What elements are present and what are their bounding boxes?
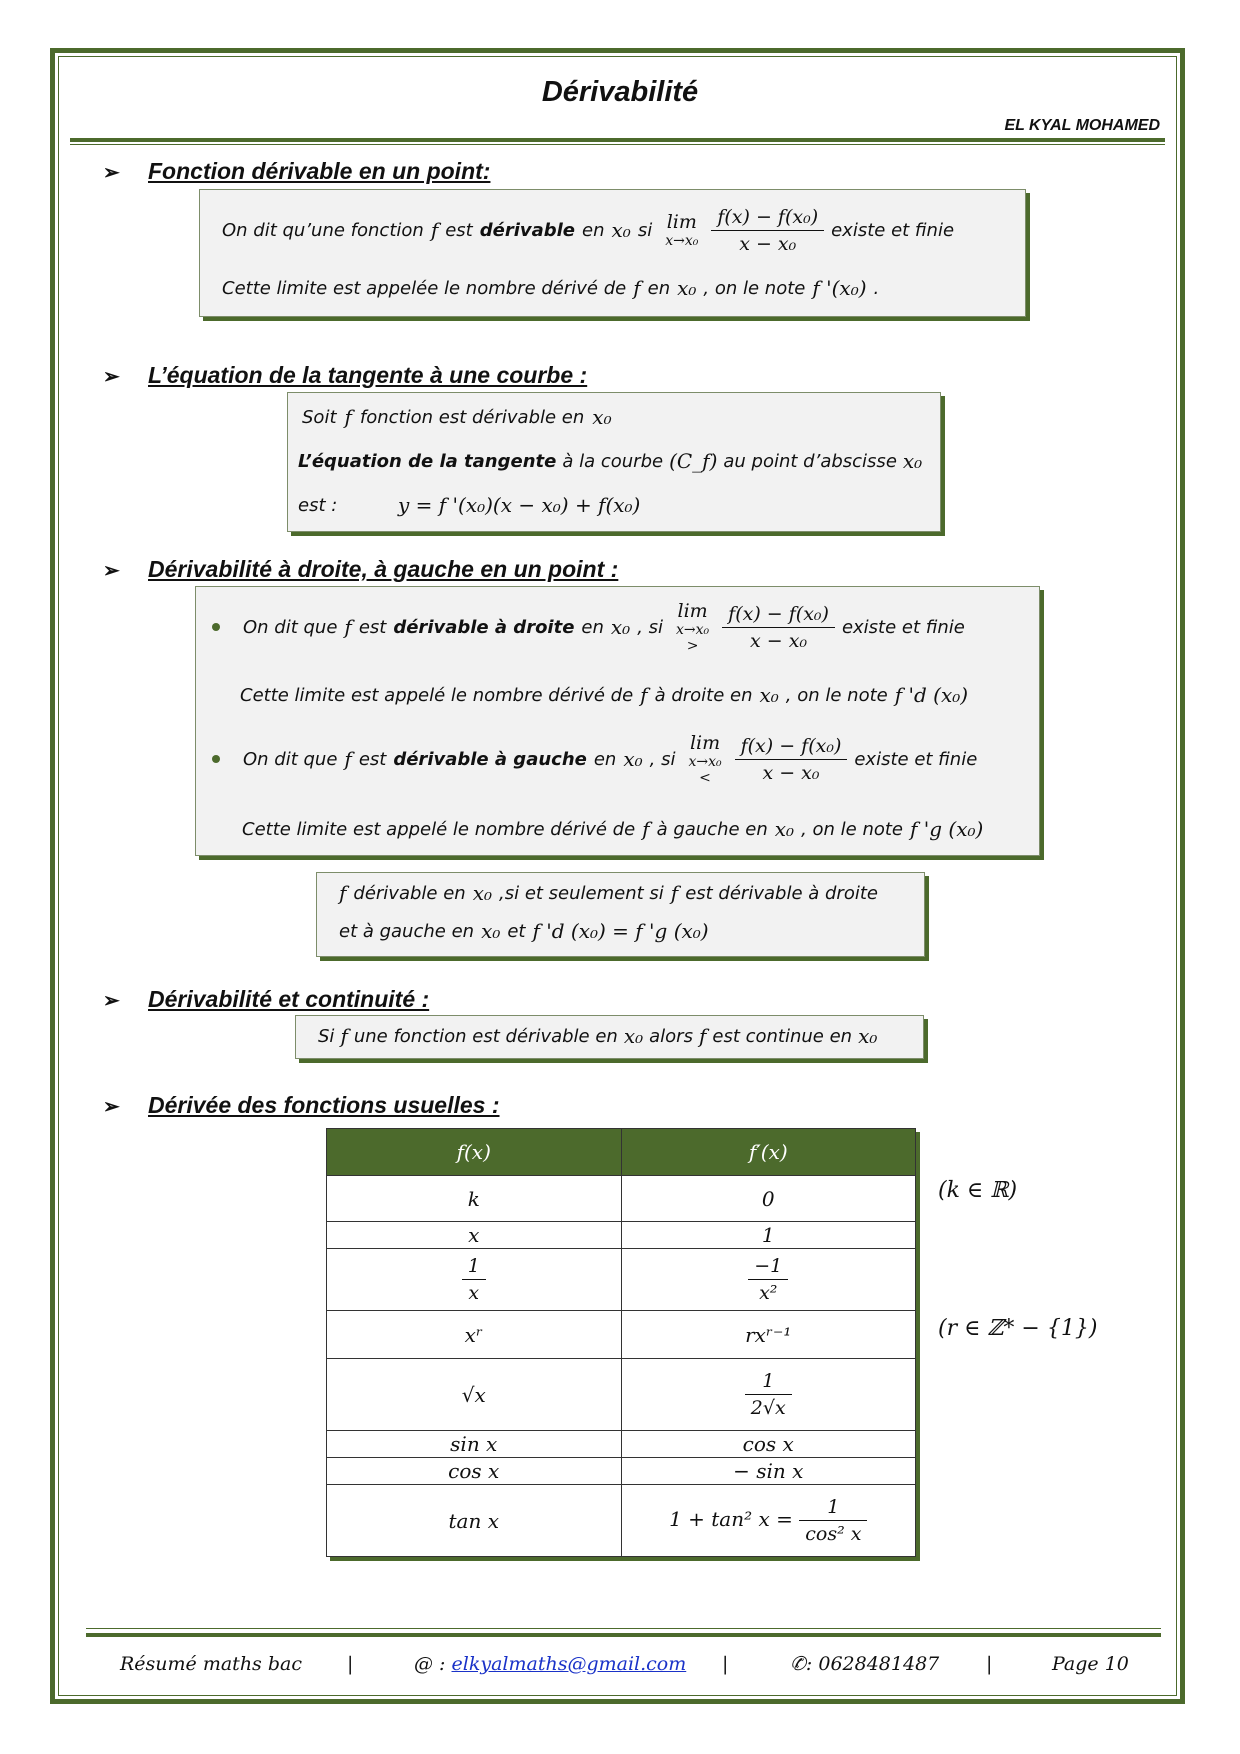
table-header-row — [327, 1129, 916, 1176]
author-name: EL KYAL MOHAMED — [1004, 117, 1160, 134]
limit-operator-right: lim x→x₀ > — [676, 600, 710, 654]
column-header: f′(x) — [621, 1129, 916, 1176]
table-cell: − sin x — [621, 1458, 916, 1485]
table-cell: 1 — [621, 1222, 916, 1249]
footer-separator: | — [986, 1653, 993, 1675]
bullet-dot-icon — [212, 623, 220, 631]
section-heading: ➢ Fonction dérivable en un point: — [103, 158, 491, 184]
footer-title: Résumé maths bac — [120, 1653, 302, 1675]
header-rule — [70, 138, 1165, 142]
footer-separator: | — [347, 1653, 354, 1675]
derivatives-table — [326, 1128, 916, 1557]
email-link[interactable]: elkyalmaths@gmail.com — [451, 1653, 687, 1675]
arrow-bullet-icon: ➢ — [103, 1096, 120, 1118]
table-cell: $\frac{-1}{\text{x²}}$ — [621, 1249, 916, 1311]
section-heading: ➢ L’équation de la tangente à une courbe : — [103, 362, 588, 388]
bullet-dot-icon — [212, 755, 220, 763]
continuity-box: Si f une fonction est dérivable en x₀ alors f est continue en x₀ — [295, 1015, 924, 1059]
table-cell: √x — [327, 1359, 622, 1431]
header-rule-thin — [70, 144, 1165, 145]
table-row — [327, 1176, 916, 1222]
table-cell: 1 + tan² x = $\frac{1}{\text{cos² x}}$ — [621, 1485, 916, 1557]
table-row — [327, 1458, 916, 1485]
arrow-bullet-icon: ➢ — [103, 162, 120, 184]
page-number: Page 10 — [1052, 1653, 1129, 1675]
footer-separator: | — [722, 1653, 729, 1675]
table-row — [327, 1359, 916, 1431]
table-cell: cos x — [621, 1431, 916, 1458]
table-cell: k — [327, 1176, 622, 1222]
table-row — [327, 1485, 916, 1557]
table-cell: sin x — [327, 1431, 622, 1458]
tangent-equation-box: Soit f fonction est dérivable en x₀ L’équation de la tangente à la courbe (C_f) au point d’abscisse x₀ est : y = f '(x₀)(x − x₀) + f(x₀) — [287, 392, 941, 532]
table-row — [327, 1311, 916, 1359]
page-title: Dérivabilité — [541, 76, 699, 108]
arrow-bullet-icon: ➢ — [103, 366, 120, 388]
limit-operator-left: lim x→x₀ < — [688, 732, 722, 786]
one-sided-derivative-box: On dit que f est dérivable à droite en x₀ , si lim x→x₀ > $\frac{\text{f(x) − f(x₀)}}{\text{x − x₀}}$ existe et finie Cette limite est appelé le nombre dérivé de f à droite en x₀ , on le note f 'd (x₀) On dit que f est dérivable à gauche en x₀ , si lim x→x₀ < $\frac{\text{f(x) − f(x₀)}}{\text{x − x₀}}$ existe et finie Cette limite est appelé le nombre dérivé de f à gauche en x₀ , on le note f 'g (x₀) — [195, 586, 1040, 856]
table-row — [327, 1249, 916, 1311]
difference-quotient: $\frac{\text{f(x) − f(x₀)}}{\text{x − x₀}}$ — [722, 603, 835, 652]
footer-phone: ✆: 0628481487 — [790, 1653, 940, 1675]
condition-k: (k ∈ ℝ) — [938, 1178, 1018, 1203]
arrow-bullet-icon: ➢ — [103, 560, 120, 582]
limit-operator: lim x→x₀ — [665, 211, 699, 249]
column-header: f(x) — [327, 1129, 622, 1176]
equivalence-box: f dérivable en x₀ ,si et seulement si f est dérivable à droite et à gauche en x₀ et f 'd (x₀) = f 'g (x₀) — [316, 872, 925, 957]
footer-rule-thin — [86, 1628, 1161, 1629]
difference-quotient: $\frac{\text{f(x) − f(x₀)}}{\text{x − x₀}}$ — [711, 206, 824, 255]
table-cell: x — [327, 1222, 622, 1249]
condition-r: (r ∈ ℤ* − {1}) — [938, 1316, 1098, 1341]
footer-email: @ : elkyalmaths@gmail.com — [414, 1653, 687, 1675]
arrow-bullet-icon: ➢ — [103, 990, 120, 1012]
tangent-equation: y = f '(x₀)(x − x₀) + f(x₀) — [398, 493, 641, 517]
table-cell: cos x — [327, 1458, 622, 1485]
difference-quotient: $\frac{\text{f(x) − f(x₀)}}{\text{x − x₀}}$ — [735, 735, 848, 784]
table-cell: $\frac{1}{2√x}$ — [621, 1359, 916, 1431]
table-cell: tan x — [327, 1485, 622, 1557]
table-cell: rxʳ⁻¹ — [621, 1311, 916, 1359]
table-row — [327, 1431, 916, 1458]
table-cell: $\frac{1}{x}$ — [327, 1249, 622, 1311]
table-cell: xʳ — [327, 1311, 622, 1359]
table-cell: 0 — [621, 1176, 916, 1222]
section-heading: ➢ Dérivabilité et continuité : — [103, 986, 430, 1012]
definition-box-derivable: On dit qu’une fonction f est dérivable en x₀ si lim x→x₀ $\frac{\text{f(x) − f(x₀)}}{\text{x − x₀}}$ existe et finie Cette limite est appelée le nombre dérivé de f en x₀ , on le note f '(x₀) . — [199, 189, 1026, 317]
footer-rule — [86, 1633, 1161, 1637]
section-heading: ➢ Dérivée des fonctions usuelles : — [103, 1092, 500, 1118]
table-row — [327, 1222, 916, 1249]
section-heading: ➢ Dérivabilité à droite, à gauche en un point : — [103, 556, 619, 582]
